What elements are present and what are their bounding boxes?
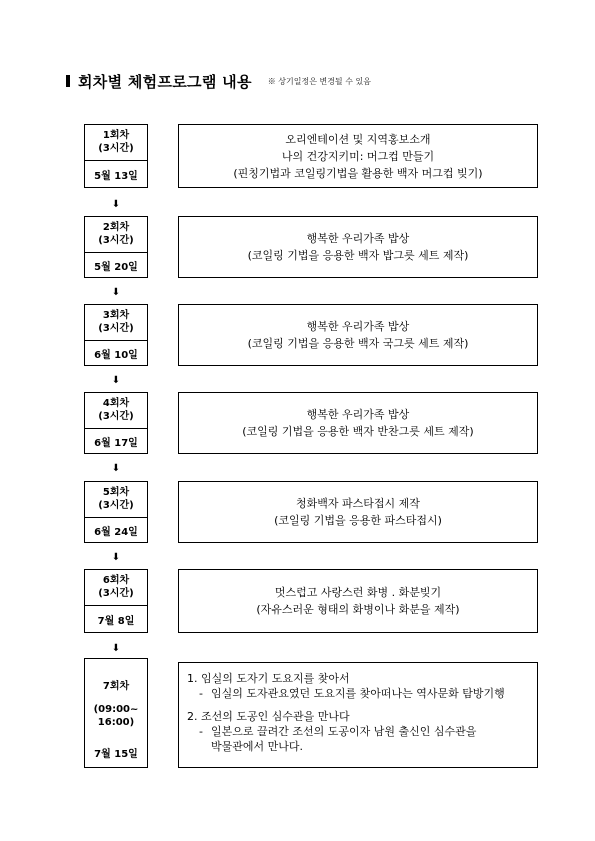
session-2-content [178,216,538,278]
session-3-date: 6월 10일 [94,349,138,361]
session-6-line-1: 멋스럽고 사랑스런 화병 . 화분빚기 [274,586,442,599]
session-7-date: 7월 15일 [94,749,138,760]
session-1-round: 1회차 [102,130,130,141]
session-5-duration: (3시간) [98,500,134,511]
dash-bullet: - [199,725,203,738]
session-3-content [178,304,538,366]
session-3-line-2: (코일링 기법을 응용한 백자 국그릇 세트 제작) [247,337,469,350]
session-1-line-2: 나의 건강지키미: 머그컵 만들기 [281,149,435,163]
session-1-date: 5월 13일 [94,170,138,182]
session-3-round: 3회차 [102,310,130,321]
session-7-item-1 [187,671,529,701]
down-arrow-icon: ⬇ [111,643,121,654]
session-1-header [85,125,147,161]
session-1-line-3: (핀칭기법과 코일링기법을 활용한 백자 머그컵 빚기) [233,166,483,180]
session-4-line-1: 행복한 우리가족 밥상 [306,408,410,421]
session-7-time-end: 16:00) [97,717,135,728]
down-arrow-icon: ⬇ [111,199,121,210]
session-2-header [85,217,147,253]
schedule-note: ※ 상기일정은 변경될 수 있음 [267,76,371,86]
session-4-box [84,392,148,454]
session-4-line-2: (코일링 기법을 응용한 백자 반찬그릇 세트 제작) [242,425,474,438]
down-arrow-icon: ⬇ [111,287,121,298]
session-7-box [84,658,148,768]
session-5-line-2: (코일링 기법을 응용한 파스타접시) [274,514,442,527]
session-5-date: 6월 24일 [94,526,138,538]
session-7-round: 7회차 [102,681,130,692]
session-5-content [178,481,538,543]
session-3-duration: (3시간) [98,323,134,334]
session-4-duration: (3시간) [98,411,134,422]
session-5-round: 5회차 [102,487,130,498]
session-1-content [178,124,538,188]
session-7-item-1-desc: 임실의 도자관요였던 도요지를 찾아떠나는 역사문화 탐방기행 [211,687,505,700]
section-heading [66,71,371,91]
session-6-date: 7월 8일 [97,615,135,627]
session-4-content [178,392,538,454]
down-arrow-icon: ⬇ [111,552,121,563]
session-7-item-2-desc-line-1: 일본으로 끌려간 조선의 도공이자 남원 출신인 심수관을 [211,725,477,738]
session-1-line-1: 오리엔테이션 및 지역홍보소개 [285,132,431,146]
session-6-duration: (3시간) [98,588,134,599]
session-7-item-1-sub [187,686,529,701]
session-4-header [85,393,147,429]
session-3-line-1: 행복한 우리가족 밥상 [306,320,410,333]
session-7-item-2-sub [187,724,529,754]
session-1-box [84,124,148,188]
dash-bullet: - [199,687,203,700]
session-4-round: 4회차 [102,398,130,409]
session-7-item-2-desc [211,724,476,754]
session-3-header [85,305,147,341]
session-2-duration: (3시간) [98,235,134,246]
session-1-duration: (3시간) [98,143,134,154]
session-6-line-2: (자유스러운 형태의 화병이나 화분을 제작) [256,603,460,616]
session-3-box [84,304,148,366]
session-7-content [178,662,538,768]
session-7-item-2 [187,709,529,754]
session-2-line-1: 행복한 우리가족 밥상 [306,232,410,245]
session-7-time [85,703,147,729]
session-5-box [84,481,148,543]
heading-title: 회차별 체험프로그램 내용 [78,72,252,91]
down-arrow-icon: ⬇ [111,463,121,474]
session-7-time-start: (09:00~ [93,704,139,715]
down-arrow-icon: ⬇ [111,375,121,386]
session-6-content [178,569,538,633]
heading-bullet-bar [66,75,70,87]
session-2-line-2: (코일링 기법을 응용한 백자 밥그릇 세트 제작) [247,249,469,262]
session-2-date: 5월 20일 [94,261,138,273]
session-6-header [85,570,147,606]
session-6-round: 6회차 [102,575,130,586]
session-2-box [84,216,148,278]
session-4-date: 6월 17일 [94,437,138,449]
session-5-header [85,482,147,518]
session-5-line-1: 청화백자 파스타접시 제작 [296,497,420,510]
session-6-box [84,569,148,633]
session-7-item-2-desc-line-2: 박물관에서 만나다. [211,740,304,753]
session-7-item-1-title: 1. 임실의 도자기 도요지를 찾아서 [187,672,350,685]
session-7-item-2-title: 2. 조선의 도공인 심수관을 만나다 [187,710,350,723]
session-2-round: 2회차 [102,222,130,233]
